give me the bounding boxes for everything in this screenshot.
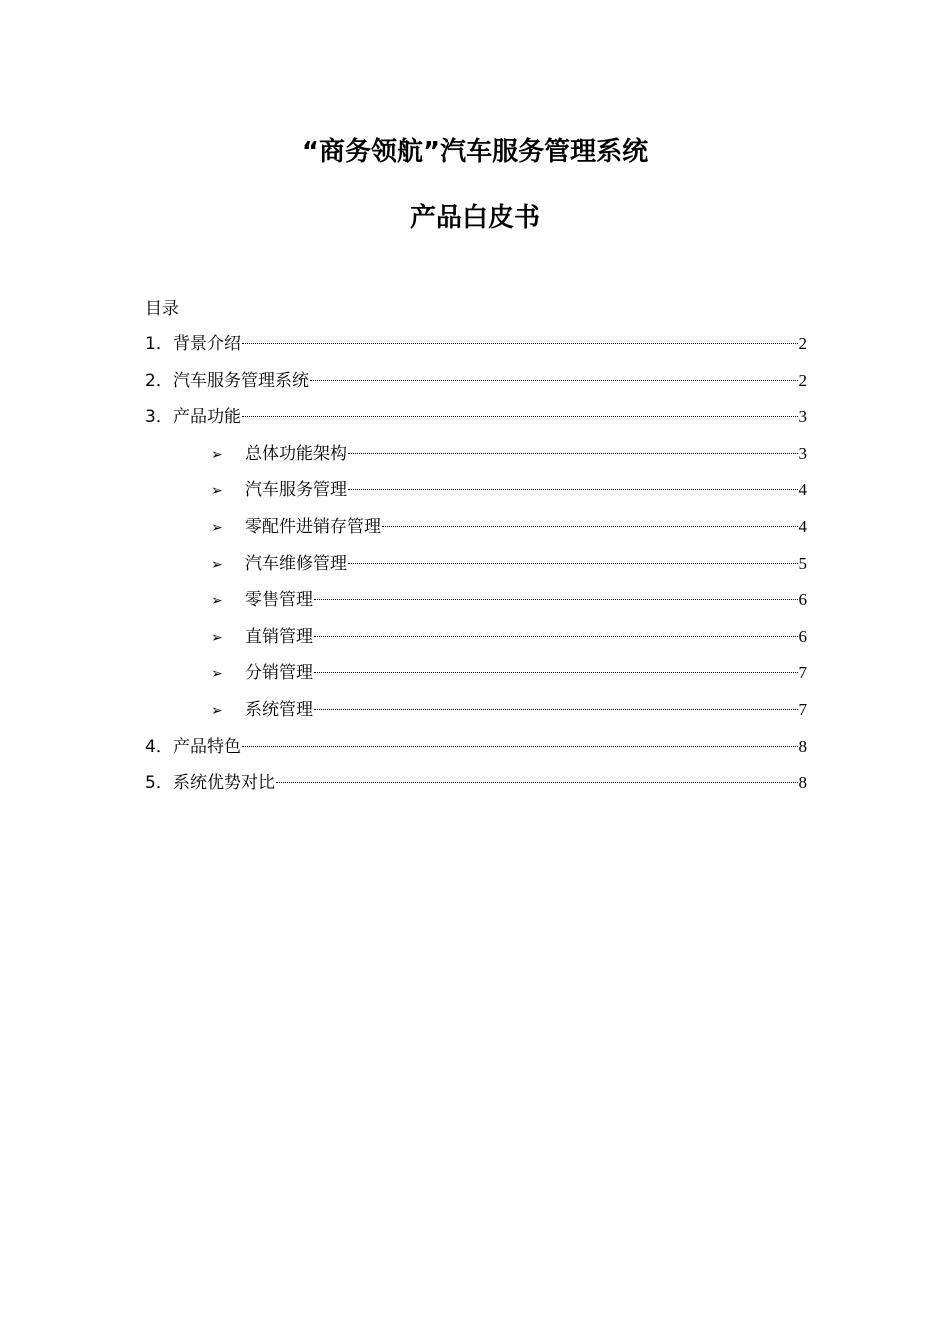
toc-entry-page: 2 <box>798 334 807 353</box>
arrowhead-bullet-icon: ➢ <box>211 666 223 683</box>
toc-entry-number: 3． <box>145 407 173 428</box>
arrowhead-bullet-icon: ➢ <box>211 593 223 610</box>
toc-entry-page: 4 <box>798 480 807 500</box>
arrowhead-bullet-icon: ➢ <box>211 702 223 719</box>
toc-entry-number: 5． <box>145 773 173 794</box>
arrowhead-bullet-icon: ➢ <box>211 483 223 500</box>
toc-entry-page: 6 <box>798 590 807 610</box>
toc-entry-page: 7 <box>798 663 807 683</box>
toc-entry-text: 汽车维修管理 <box>245 553 347 574</box>
toc-entry-text: 总体功能架构 <box>245 443 347 464</box>
toc-subentry-system-admin[interactable] <box>145 697 807 734</box>
dot-leader <box>314 599 798 600</box>
dot-leader <box>348 489 798 490</box>
toc-entry-page: 8 <box>798 736 807 756</box>
toc-entry-page: 7 <box>798 699 807 719</box>
toc-subentry-service[interactable] <box>145 477 807 514</box>
toc-entry-background[interactable] <box>145 331 807 368</box>
toc-entry-text: 零配件进销存管理 <box>245 516 381 537</box>
toc-entry-text: 系统管理 <box>245 699 313 720</box>
toc-entry-page: 8 <box>798 773 807 793</box>
toc-entry-text: 产品特色 <box>173 736 241 757</box>
dot-leader <box>314 672 798 673</box>
toc-entry-text: 背景介绍 <box>173 334 241 354</box>
toc-entry-number: 2． <box>145 370 173 391</box>
toc-entry-page: 6 <box>798 626 807 646</box>
toc-entry-text: 产品功能 <box>173 407 241 428</box>
toc-entry-number: 1． <box>145 334 173 354</box>
toc-subentry-repair[interactable] <box>145 551 807 588</box>
toc-entry-system[interactable] <box>145 368 807 405</box>
toc-subentry-distribution[interactable] <box>145 660 807 697</box>
table-of-contents <box>145 331 807 807</box>
toc-heading: 目录 <box>145 299 179 319</box>
toc-entry-text: 汽车服务管理系统 <box>173 370 309 391</box>
toc-entry-page: 5 <box>798 553 807 573</box>
arrowhead-bullet-icon: ➢ <box>211 519 223 536</box>
dot-leader <box>242 343 798 344</box>
dot-leader <box>314 709 798 710</box>
toc-subentry-parts-inventory[interactable] <box>145 514 807 551</box>
document-subtitle: 产品白皮书 <box>409 203 540 233</box>
toc-entry-page: 2 <box>798 370 807 390</box>
toc-entry-page: 4 <box>798 516 807 536</box>
dot-leader <box>310 380 798 381</box>
toc-entry-comparison[interactable] <box>145 770 807 807</box>
toc-entry-features[interactable] <box>145 404 807 441</box>
dot-leader <box>382 526 798 527</box>
arrowhead-bullet-icon: ➢ <box>211 629 223 646</box>
dot-leader <box>276 782 798 783</box>
toc-subentry-direct-sales[interactable] <box>145 624 807 661</box>
toc-entry-text: 零售管理 <box>245 590 313 611</box>
document-title: “商务领航”汽车服务管理系统 <box>301 137 649 167</box>
dot-leader <box>242 416 798 417</box>
toc-entry-highlights[interactable] <box>145 734 807 771</box>
arrowhead-bullet-icon: ➢ <box>211 556 223 573</box>
toc-subentry-architecture[interactable] <box>145 441 807 478</box>
dot-leader <box>242 746 798 747</box>
toc-entry-page: 3 <box>798 443 807 463</box>
toc-subentry-retail[interactable] <box>145 587 807 624</box>
toc-entry-number: 4． <box>145 736 173 757</box>
toc-entry-text: 汽车服务管理 <box>245 480 347 501</box>
dot-leader <box>348 563 798 564</box>
arrowhead-bullet-icon: ➢ <box>211 446 223 463</box>
toc-entry-text: 直销管理 <box>245 626 313 647</box>
toc-entry-page: 3 <box>798 407 807 427</box>
toc-entry-text: 分销管理 <box>245 663 313 684</box>
dot-leader <box>314 636 798 637</box>
toc-entry-text: 系统优势对比 <box>173 773 275 794</box>
dot-leader <box>348 453 798 454</box>
